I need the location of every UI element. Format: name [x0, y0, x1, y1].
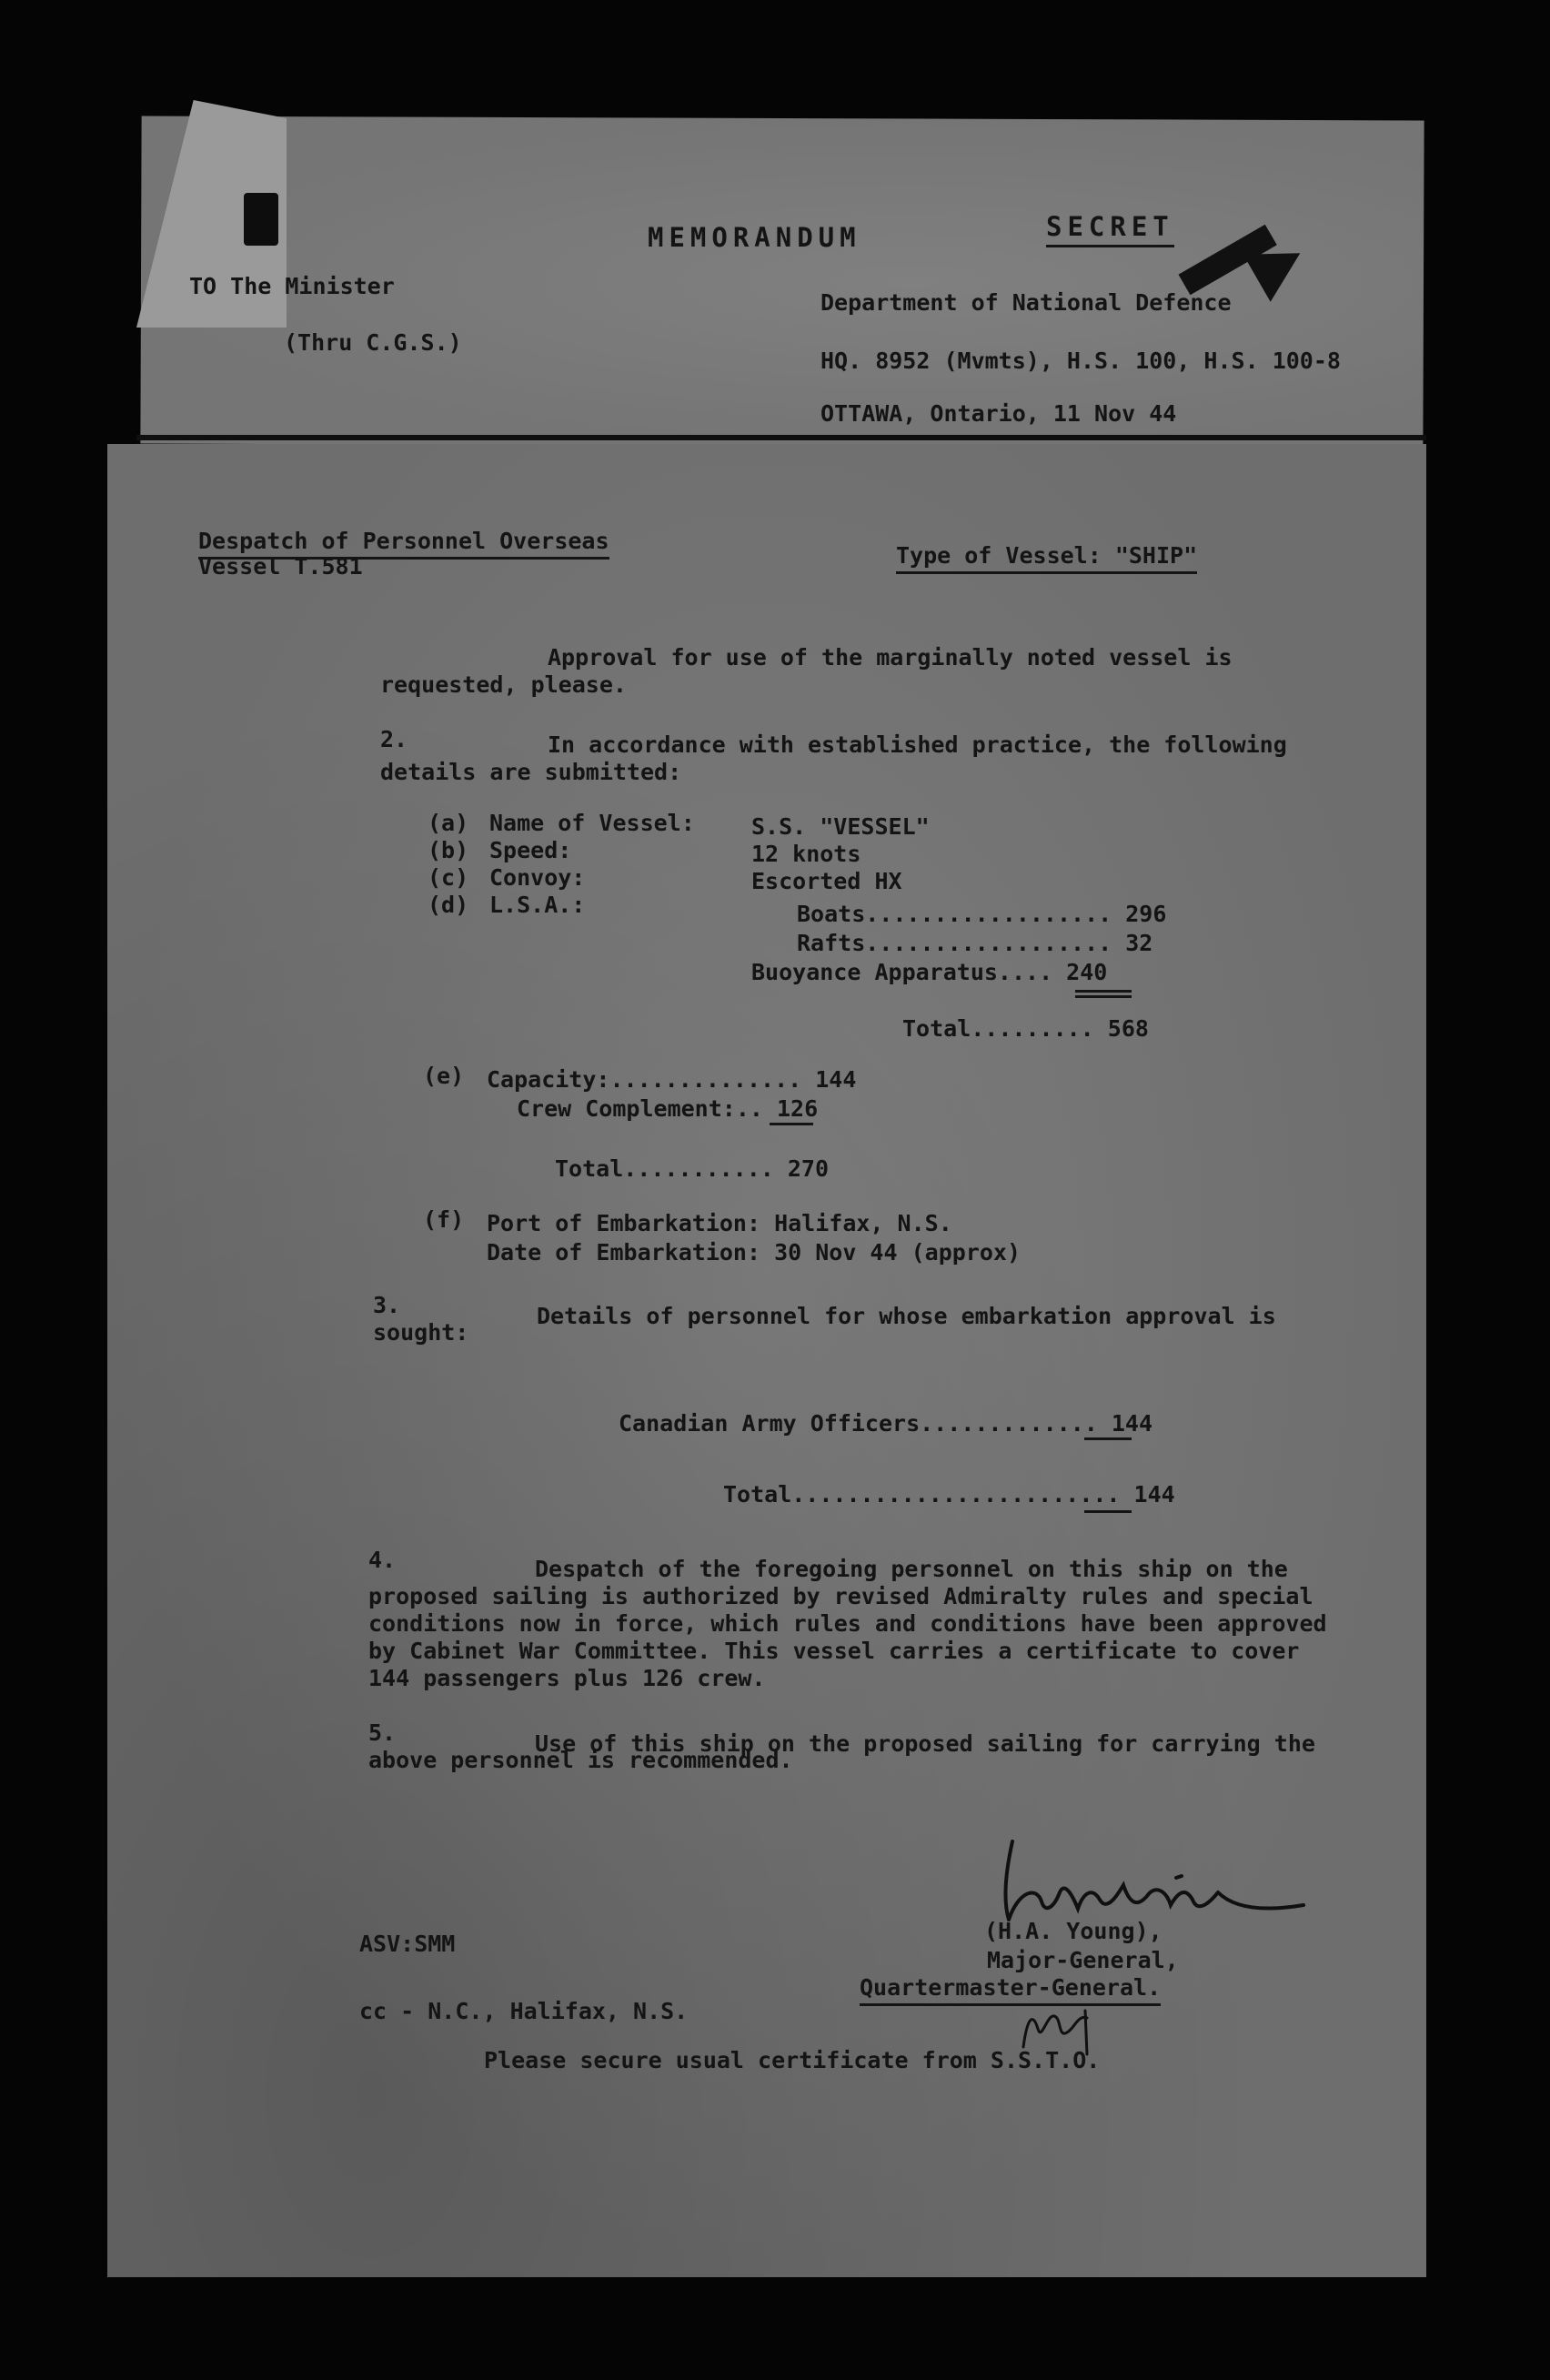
para5-line2: above personnel is recommended. — [368, 1747, 793, 1773]
para5-line1: Use of this ship on the proposed sailing for carrying the — [535, 1730, 1315, 1757]
detail-f-label: (f) — [423, 1206, 465, 1233]
personnel-total-rule — [1084, 1510, 1132, 1513]
detail-e-rule — [770, 1123, 813, 1125]
detail-f-row2: Date of Embarkation: 30 Nov 44 (approx) — [487, 1239, 1021, 1266]
para3-continuation: sought: — [373, 1319, 469, 1346]
department: Department of National Defence — [820, 289, 1232, 316]
detail-c-value: Escorted HX — [751, 868, 902, 894]
detail-f-row1: Port of Embarkation: Halifax, N.S. — [487, 1210, 952, 1236]
para2-number: 2. — [380, 726, 408, 752]
header-divider — [136, 435, 1426, 440]
reference-initials: ASV:SMM — [359, 1931, 456, 1957]
para4-line1: Despatch of the foregoing personnel on this ship on the — [535, 1556, 1288, 1582]
detail-a-value: S.S. "VESSEL" — [751, 813, 930, 840]
para4-number: 4. — [368, 1547, 397, 1573]
para4-line3: conditions now in force, which rules and conditions have been approved — [368, 1610, 1327, 1637]
detail-d-rule-double — [1075, 995, 1132, 998]
addressee-through: (Thru C.G.S.) — [284, 329, 462, 356]
detail-d-key: L.S.A.: — [489, 892, 586, 918]
detail-b-label: (b) — [428, 837, 469, 863]
para1-text: Approval for use of the marginally noted vessel is — [548, 644, 1233, 671]
personnel-rule — [1084, 1437, 1132, 1440]
detail-b-value: 12 knots — [751, 841, 861, 867]
addressee: TO The Minister — [189, 273, 395, 299]
detail-c-label: (c) — [428, 864, 469, 891]
detail-e-total: Total........... 270 — [555, 1155, 830, 1182]
para1-continuation: requested, please. — [380, 671, 627, 698]
detail-e-label: (e) — [423, 1063, 465, 1089]
para2-continuation: details are submitted: — [380, 759, 682, 785]
signatory-rank: Major-General, — [987, 1947, 1179, 1973]
vessel-type: Type of Vessel: "SHIP" — [896, 542, 1197, 574]
para4-line5: 144 passengers plus 126 crew. — [368, 1665, 766, 1691]
memo-label: MEMORANDUM — [648, 222, 861, 253]
detail-d-total: Total......... 568 — [902, 1015, 1149, 1042]
detail-d-label: (d) — [428, 892, 469, 918]
subject-line1: Despatch of Personnel Overseas — [198, 528, 609, 560]
file-reference: HQ. 8952 (Mvmts), H.S. 100, H.S. 100-8 — [820, 348, 1341, 374]
detail-d-row3: Buoyance Apparatus.... 240 — [751, 959, 1108, 985]
detail-b-key: Speed: — [489, 837, 572, 863]
para2-text: In accordance with established practice, the following — [548, 731, 1287, 758]
detail-e-row2: Crew Complement:.. 126 — [517, 1095, 819, 1122]
footer-note: Please secure usual certificate from S.S.T.O. — [484, 2047, 1101, 2073]
subject-line2: Vessel T.581 — [198, 553, 363, 580]
personnel-row: Canadian Army Officers............. 144 — [619, 1410, 1152, 1437]
detail-d-rule — [1075, 990, 1132, 993]
detail-d-row2: Rafts.................. 32 — [797, 930, 1153, 956]
para4-line2: proposed sailing is authorized by revised Admiralty rules and special — [368, 1583, 1313, 1609]
document-page — [107, 444, 1426, 2277]
personnel-total: Total........................ 144 — [723, 1481, 1175, 1508]
para3-number: 3. — [373, 1292, 401, 1318]
detail-a-key: Name of Vessel: — [489, 810, 695, 836]
detail-c-key: Convoy: — [489, 864, 586, 891]
cc-line: cc - N.C., Halifax, N.S. — [359, 1998, 689, 2024]
para4-line4: by Cabinet War Committee. This vessel carries a certificate to cover — [368, 1638, 1300, 1664]
para3-text: Details of personnel for whose embarkation approval is — [537, 1303, 1276, 1329]
detail-a-label: (a) — [428, 810, 469, 836]
detail-e-row1: Capacity:.............. 144 — [487, 1066, 857, 1093]
clip-mark — [244, 193, 278, 246]
signatory-title: Quartermaster-General. — [860, 1974, 1161, 2006]
place-date: OTTAWA, Ontario, 11 Nov 44 — [820, 400, 1177, 427]
para5-number: 5. — [368, 1719, 397, 1746]
classification-mark: SECRET — [1046, 211, 1174, 247]
signatory-name: (H.A. Young), — [984, 1918, 1162, 1944]
detail-d-row1: Boats.................. 296 — [797, 901, 1167, 927]
